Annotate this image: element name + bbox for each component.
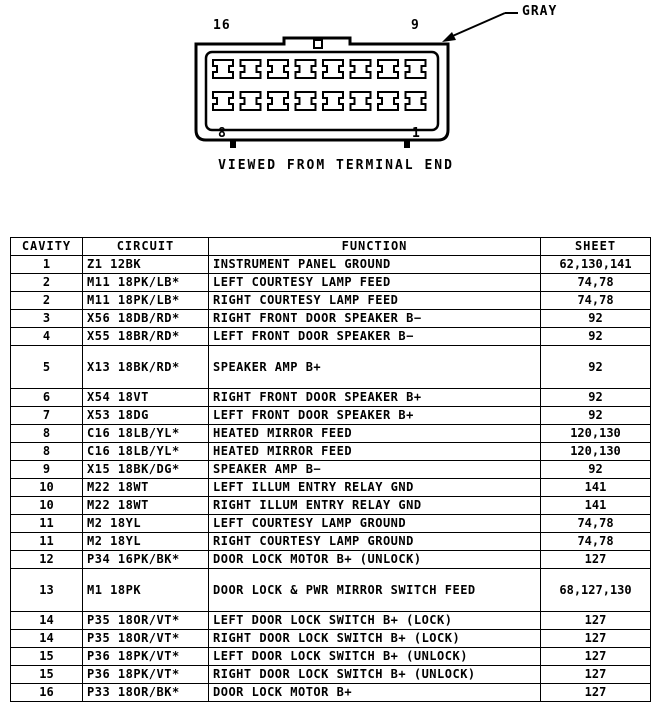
sheet-cell: 141 bbox=[541, 497, 651, 515]
function-cell: HEATED MIRROR FEED bbox=[209, 425, 541, 443]
circuit-cell: P35 18OR/VT* bbox=[83, 630, 209, 648]
sheet-cell: 127 bbox=[541, 684, 651, 702]
terminal-cavity bbox=[378, 92, 398, 110]
cavity-cell: 11 bbox=[11, 515, 83, 533]
circuit-cell: P35 18OR/VT* bbox=[83, 612, 209, 630]
function-cell: SPEAKER AMP B− bbox=[209, 461, 541, 479]
circuit-cell: M11 18PK/LB* bbox=[83, 292, 209, 310]
circuit-cell: P36 18PK/VT* bbox=[83, 666, 209, 684]
terminal-cavity bbox=[406, 60, 426, 78]
color-label: GRAY bbox=[522, 4, 558, 19]
header-circuit: CIRCUIT bbox=[83, 238, 209, 256]
table-row bbox=[11, 684, 651, 702]
cavity-cell: 14 bbox=[11, 612, 83, 630]
cavity-cell: 12 bbox=[11, 551, 83, 569]
circuit-cell: M22 18WT bbox=[83, 497, 209, 515]
cavity-cell: 10 bbox=[11, 479, 83, 497]
header-sheet: SHEET bbox=[541, 238, 651, 256]
function-cell: RIGHT FRONT DOOR SPEAKER B− bbox=[209, 310, 541, 328]
cavity-cell: 2 bbox=[11, 274, 83, 292]
circuit-cell: P33 18OR/BK* bbox=[83, 684, 209, 702]
function-cell: LEFT DOOR LOCK SWITCH B+ (UNLOCK) bbox=[209, 648, 541, 666]
table-row bbox=[11, 612, 651, 630]
sheet-cell: 92 bbox=[541, 328, 651, 346]
function-cell: LEFT FRONT DOOR SPEAKER B+ bbox=[209, 407, 541, 425]
cavity-cell: 2 bbox=[11, 292, 83, 310]
terminal-cavity bbox=[323, 60, 343, 78]
table-row bbox=[11, 569, 651, 612]
cavity-cell: 11 bbox=[11, 533, 83, 551]
sheet-cell: 74,78 bbox=[541, 292, 651, 310]
connector-latch bbox=[314, 40, 322, 48]
table-row bbox=[11, 461, 651, 479]
circuit-cell: P34 16PK/BK* bbox=[83, 551, 209, 569]
sheet-cell: 127 bbox=[541, 648, 651, 666]
function-cell: SPEAKER AMP B+ bbox=[209, 346, 541, 389]
table-row bbox=[11, 443, 651, 461]
table-row bbox=[11, 533, 651, 551]
terminal-cavity bbox=[268, 60, 288, 78]
function-cell: LEFT ILLUM ENTRY RELAY GND bbox=[209, 479, 541, 497]
terminal-pins bbox=[213, 60, 426, 110]
sheet-cell: 68,127,130 bbox=[541, 569, 651, 612]
pin-label-8: 8 bbox=[218, 126, 227, 141]
function-cell: RIGHT COURTESY LAMP FEED bbox=[209, 292, 541, 310]
header-function: FUNCTION bbox=[209, 238, 541, 256]
table-row bbox=[11, 479, 651, 497]
terminal-cavity bbox=[213, 60, 233, 78]
sheet-cell: 127 bbox=[541, 666, 651, 684]
terminal-cavity bbox=[351, 60, 371, 78]
sheet-cell: 92 bbox=[541, 461, 651, 479]
sheet-cell: 92 bbox=[541, 346, 651, 389]
table-row bbox=[11, 551, 651, 569]
sheet-cell: 92 bbox=[541, 310, 651, 328]
sheet-cell: 127 bbox=[541, 612, 651, 630]
circuit-cell: C16 18LB/YL* bbox=[83, 443, 209, 461]
circuit-cell: C16 18LB/YL* bbox=[83, 425, 209, 443]
table-row bbox=[11, 425, 651, 443]
cavity-cell: 3 bbox=[11, 310, 83, 328]
cavity-cell: 16 bbox=[11, 684, 83, 702]
cavity-circuit-table bbox=[10, 237, 651, 702]
cavity-cell: 10 bbox=[11, 497, 83, 515]
terminal-cavity bbox=[241, 92, 261, 110]
table-row bbox=[11, 630, 651, 648]
function-cell: RIGHT DOOR LOCK SWITCH B+ (UNLOCK) bbox=[209, 666, 541, 684]
pin-label-1: 1 bbox=[412, 126, 421, 141]
sheet-cell: 92 bbox=[541, 407, 651, 425]
terminal-cavity bbox=[406, 92, 426, 110]
table-row bbox=[11, 292, 651, 310]
cavity-cell: 6 bbox=[11, 389, 83, 407]
circuit-cell: M2 18YL bbox=[83, 515, 209, 533]
color-pointer-line bbox=[448, 13, 505, 38]
table-row bbox=[11, 389, 651, 407]
table-row bbox=[11, 274, 651, 292]
header-cavity: CAVITY bbox=[11, 238, 83, 256]
table-header-row bbox=[11, 238, 651, 256]
terminal-cavity bbox=[296, 60, 316, 78]
connector-tab-left bbox=[230, 140, 236, 148]
table-row bbox=[11, 328, 651, 346]
function-cell: INSTRUMENT PANEL GROUND bbox=[209, 256, 541, 274]
cavity-cell: 15 bbox=[11, 648, 83, 666]
cavity-cell: 15 bbox=[11, 666, 83, 684]
connector-housing bbox=[196, 38, 448, 140]
function-cell: LEFT FRONT DOOR SPEAKER B− bbox=[209, 328, 541, 346]
cavity-cell: 7 bbox=[11, 407, 83, 425]
cavity-cell: 5 bbox=[11, 346, 83, 389]
sheet-cell: 127 bbox=[541, 551, 651, 569]
cavity-cell: 4 bbox=[11, 328, 83, 346]
circuit-cell: X54 18VT bbox=[83, 389, 209, 407]
sheet-cell: 74,78 bbox=[541, 274, 651, 292]
terminal-cavity bbox=[268, 92, 288, 110]
circuit-cell: X15 18BK/DG* bbox=[83, 461, 209, 479]
circuit-cell: M2 18YL bbox=[83, 533, 209, 551]
terminal-cavity bbox=[296, 92, 316, 110]
circuit-cell: P36 18PK/VT* bbox=[83, 648, 209, 666]
sheet-cell: 120,130 bbox=[541, 425, 651, 443]
table-row bbox=[11, 648, 651, 666]
function-cell: DOOR LOCK MOTOR B+ bbox=[209, 684, 541, 702]
function-cell: DOOR LOCK MOTOR B+ (UNLOCK) bbox=[209, 551, 541, 569]
table-row bbox=[11, 515, 651, 533]
function-cell: RIGHT FRONT DOOR SPEAKER B+ bbox=[209, 389, 541, 407]
table-row bbox=[11, 497, 651, 515]
terminal-cavity bbox=[378, 60, 398, 78]
circuit-cell: X55 18BR/RD* bbox=[83, 328, 209, 346]
color-pointer-arrowhead bbox=[442, 32, 456, 42]
circuit-cell: Z1 12BK bbox=[83, 256, 209, 274]
table-row bbox=[11, 346, 651, 389]
function-cell: LEFT DOOR LOCK SWITCH B+ (LOCK) bbox=[209, 612, 541, 630]
sheet-cell: 127 bbox=[541, 630, 651, 648]
function-cell: DOOR LOCK & PWR MIRROR SWITCH FEED bbox=[209, 569, 541, 612]
function-cell: RIGHT DOOR LOCK SWITCH B+ (LOCK) bbox=[209, 630, 541, 648]
function-cell: LEFT COURTESY LAMP FEED bbox=[209, 274, 541, 292]
sheet-cell: 62,130,141 bbox=[541, 256, 651, 274]
cavity-cell: 8 bbox=[11, 443, 83, 461]
terminal-cavity bbox=[351, 92, 371, 110]
circuit-cell: X56 18DB/RD* bbox=[83, 310, 209, 328]
diagram-caption: VIEWED FROM TERMINAL END bbox=[218, 158, 454, 173]
sheet-cell: 141 bbox=[541, 479, 651, 497]
cavity-cell: 8 bbox=[11, 425, 83, 443]
circuit-cell: M22 18WT bbox=[83, 479, 209, 497]
sheet-cell: 74,78 bbox=[541, 533, 651, 551]
table-row bbox=[11, 666, 651, 684]
sheet-cell: 92 bbox=[541, 389, 651, 407]
circuit-cell: M11 18PK/LB* bbox=[83, 274, 209, 292]
pin-label-9: 9 bbox=[411, 18, 420, 33]
table-row bbox=[11, 256, 651, 274]
function-cell: RIGHT ILLUM ENTRY RELAY GND bbox=[209, 497, 541, 515]
function-cell: HEATED MIRROR FEED bbox=[209, 443, 541, 461]
table-row bbox=[11, 407, 651, 425]
cavity-cell: 13 bbox=[11, 569, 83, 612]
function-cell: RIGHT COURTESY LAMP GROUND bbox=[209, 533, 541, 551]
cavity-cell: 14 bbox=[11, 630, 83, 648]
pin-label-16: 16 bbox=[213, 18, 231, 33]
cavity-cell: 1 bbox=[11, 256, 83, 274]
terminal-cavity bbox=[241, 60, 261, 78]
function-cell: LEFT COURTESY LAMP GROUND bbox=[209, 515, 541, 533]
cavity-cell: 9 bbox=[11, 461, 83, 479]
circuit-cell: M1 18PK bbox=[83, 569, 209, 612]
terminal-cavity bbox=[323, 92, 343, 110]
sheet-cell: 74,78 bbox=[541, 515, 651, 533]
sheet-cell: 120,130 bbox=[541, 443, 651, 461]
circuit-cell: X13 18BK/RD* bbox=[83, 346, 209, 389]
circuit-cell: X53 18DG bbox=[83, 407, 209, 425]
table-row bbox=[11, 310, 651, 328]
connector-tab-right bbox=[404, 140, 410, 148]
terminal-cavity bbox=[213, 92, 233, 110]
